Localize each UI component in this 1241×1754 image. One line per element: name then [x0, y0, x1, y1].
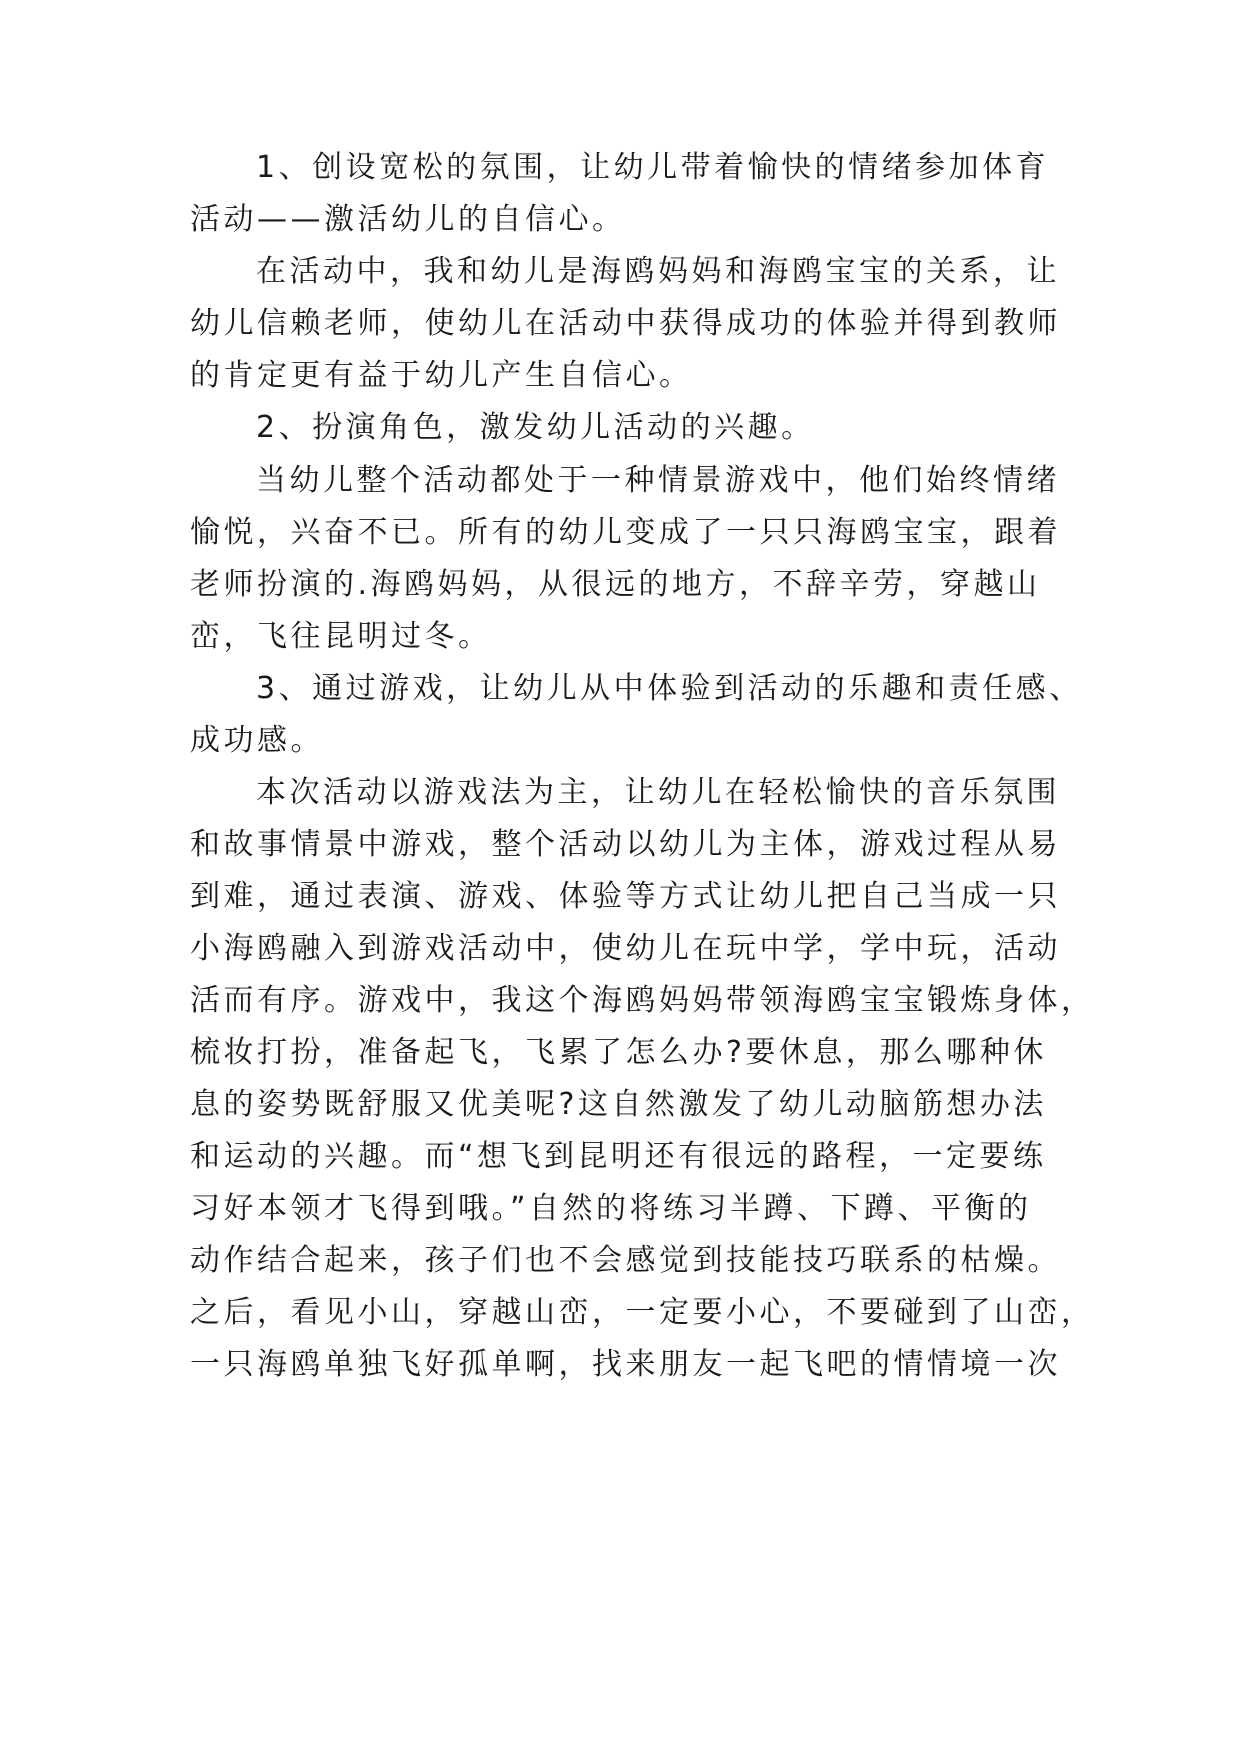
paragraph-line: 一只海鸥单独飞好孤单啊，找来朋友一起飞吧的情情境一次 [190, 1347, 1061, 1382]
paragraph-line: 峦，飞往昆明过冬。 [190, 619, 492, 654]
paragraph-line: 老师扮演的.海鸥妈妈，从很远的地方，不辞辛劳，穿越山 [190, 567, 1041, 602]
paragraph-line: 到难，通过表演、游戏、体验等方式让幼儿把自己当成一只 [190, 879, 1061, 914]
paragraph-line: 动作结合起来，孩子们也不会感觉到技能技巧联系的枯燥。 [190, 1243, 1061, 1278]
paragraph-line: 和运动的兴趣。而“想飞到昆明还有很远的路程，一定要练 [190, 1139, 1047, 1174]
paragraph-line: 习好本领才飞得到哦。”自然的将练习半蹲、下蹲、平衡的 [190, 1191, 1032, 1226]
heading-1-continued: 活动——激活幼儿的自信心。 [190, 202, 626, 237]
heading-2: 2、扮演角色，激发幼儿活动的兴趣。 [256, 410, 815, 445]
paragraph-line: 本次活动以游戏法为主，让幼儿在轻松愉快的音乐氛围 [256, 775, 1060, 810]
paragraph-line: 幼儿信赖老师，使幼儿在活动中获得成功的体验并得到教师 [190, 306, 1061, 341]
paragraph-line: 当幼儿整个活动都处于一种情景游戏中，他们始终情绪 [256, 463, 1060, 498]
paragraph-line: 小海鸥融入到游戏活动中，使幼儿在玩中学，学中玩，活动 [190, 931, 1061, 966]
heading-1: 1、创设宽松的氛围，让幼儿带着愉快的情绪参加体育 [256, 150, 1050, 185]
paragraph-line: 之后，看见小山，穿越山峦，一定要小心，不要碰到了山峦， [190, 1295, 1095, 1330]
paragraph-line: 梳妆打扮，准备起飞，飞累了怎么办?要休息，那么哪种休 [190, 1035, 1047, 1070]
paragraph-line: 的肯定更有益于幼儿产生自信心。 [190, 358, 693, 393]
paragraph-line: 活而有序。游戏中，我这个海鸥妈妈带领海鸥宝宝锻炼身体， [190, 983, 1095, 1018]
paragraph-line: 息的姿势既舒服又优美呢?这自然激发了幼儿动脑筋想办法 [190, 1087, 1047, 1122]
paragraph-line: 愉悦，兴奋不已。所有的幼儿变成了一只只海鸥宝宝，跟着 [190, 515, 1061, 550]
heading-3-continued: 成功感。 [190, 723, 324, 758]
heading-3: 3、通过游戏，让幼儿从中体验到活动的乐趣和责任感、 [256, 671, 1083, 706]
paragraph-line: 和故事情景中游戏，整个活动以幼儿为主体，游戏过程从易 [190, 827, 1061, 862]
paragraph-line: 在活动中，我和幼儿是海鸥妈妈和海鸥宝宝的关系，让 [256, 254, 1060, 289]
